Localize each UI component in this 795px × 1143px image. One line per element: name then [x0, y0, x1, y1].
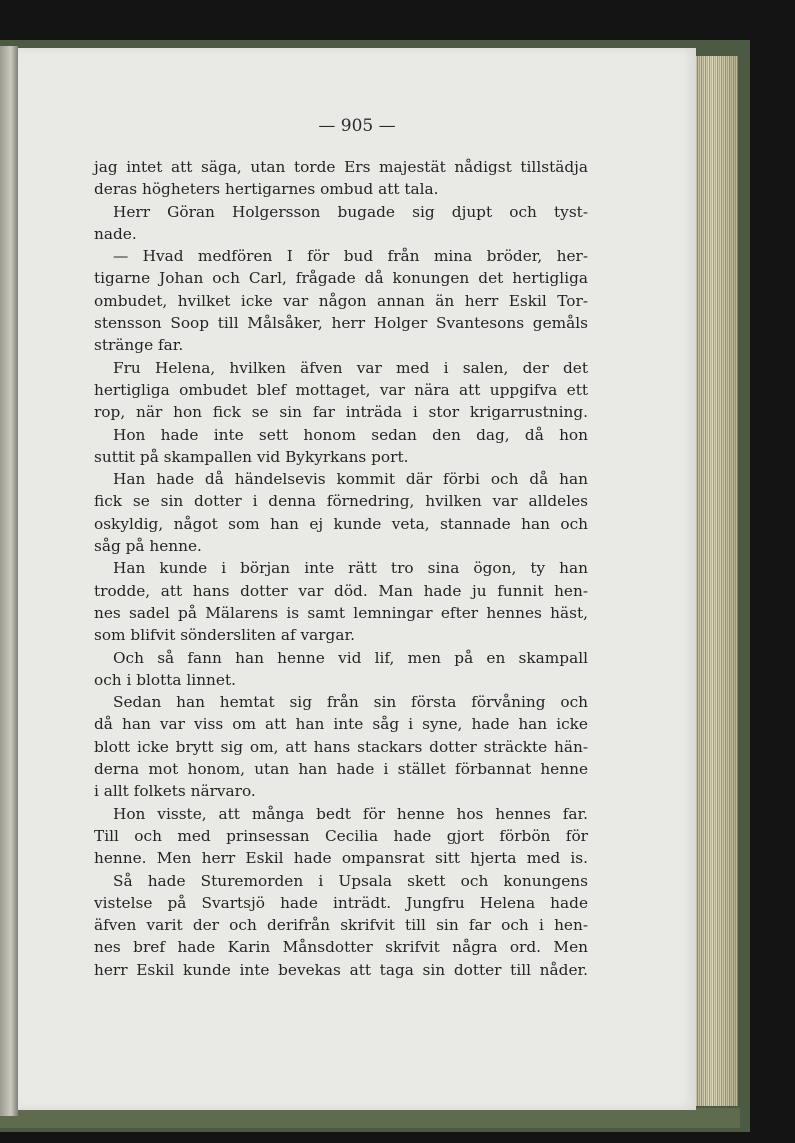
text-line: herr Eskil kunde inte bevekas att taga sin dotter till nåder. — [94, 960, 588, 979]
text-line: vistelse på Svartsjö hade inträdt. Jungfru Helena hade — [94, 893, 588, 912]
text-line: Herr Göran Holgersson bugade sig djupt och tyst- — [113, 202, 588, 221]
text-line: blott icke brytt sig om, att hans stackars dotter sträckte hän- — [94, 737, 588, 756]
text-line: Sedan han hemtat sig från sin första förvåning och — [113, 693, 588, 712]
text-line: Så hade Sturemorden i Upsala skett och konungens — [113, 871, 588, 890]
book-cover-bottom-edge — [0, 1108, 740, 1128]
text-line: Hon visste, att många bedt för henne hos hennes far. — [113, 804, 588, 823]
text-line: trodde, att hans dotter var död. Man hade ju funnit hen- — [94, 581, 588, 600]
text-line: Till och med prinsessan Cecilia hade gjort förbön för — [94, 826, 588, 845]
text-line: — Hvad medfören I för bud från mina bröder, her- — [113, 247, 588, 266]
text-line: som blifvit söndersliten af vargar. — [94, 626, 355, 645]
text-line: och i blotta linnet. — [94, 670, 236, 689]
text-line: deras högheters hertigarnes ombud att tala. — [94, 180, 439, 199]
page-number: — 905 — — [318, 116, 396, 136]
page-stack-shadow — [694, 56, 738, 1106]
text-line: såg på henne. — [94, 537, 202, 556]
book-page — [18, 48, 696, 1110]
text-line: Och så fann han henne vid lif, men på en skampall — [113, 648, 588, 667]
text-line: Hon hade inte sett honom sedan den dag, då hon — [113, 425, 588, 444]
text-line: oskyldig, något som han ej kunde veta, stannade han och — [94, 514, 588, 533]
text-line: tigarne Johan och Carl, frågade då konungen det hertigliga — [94, 269, 588, 288]
text-line: då han var viss om att han inte såg i syne, hade han icke — [94, 715, 588, 734]
text-line: suttit på skampallen vid Bykyrkans port. — [94, 447, 409, 466]
previous-page-edge — [0, 46, 18, 1116]
text-line: nade. — [94, 224, 137, 243]
text-line: fick se sin dotter i denna förnedring, hvilken var alldeles — [94, 492, 588, 511]
text-line: stensson Soop till Målsåker, herr Holger Svantesons gemåls — [94, 314, 588, 333]
text-line: i allt folkets närvaro. — [94, 782, 256, 801]
text-line: jag intet att säga, utan torde Ers majestät nådigst tillstädja — [94, 158, 588, 176]
text-line: nes bref hade Karin Månsdotter skrifvit några ord. Men — [94, 938, 588, 957]
body-text — [94, 156, 588, 981]
text-line: äfven varit der och derifrån skrifvit till sin far och i hen- — [94, 916, 588, 935]
text-line: rop, när hon fick se sin far inträda i stor krigarrustning. — [94, 403, 588, 422]
text-line: stränge far. — [94, 336, 184, 355]
text-line: Han hade då händelsevis kommit där förbi och då han — [113, 470, 588, 489]
text-line: henne. Men herr Eskil hade ompansrat sitt hjerta med is. — [94, 849, 588, 868]
text-line: Han kunde i början inte rätt tro sina ögon, ty han — [113, 559, 588, 578]
text-line: hertigliga ombudet blef mottaget, var nära att uppgifva ett — [94, 380, 588, 399]
text-line: derna mot honom, utan han hade i stället förbannat henne — [94, 760, 588, 779]
text-line: ombudet, hvilket icke var någon annan än herr Eskil Tor- — [94, 291, 588, 310]
text-line: Fru Helena, hvilken äfven var med i salen, der det — [113, 358, 588, 377]
text-line: nes sadel på Mälarens is samt lemningar efter hennes häst, — [94, 603, 588, 622]
